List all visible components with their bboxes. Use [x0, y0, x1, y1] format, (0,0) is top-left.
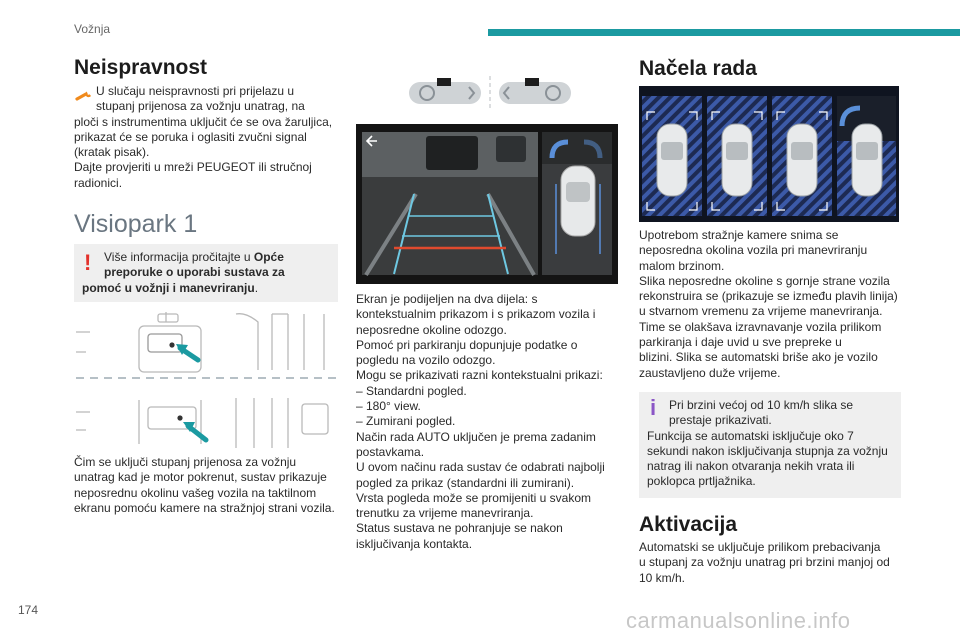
body-line: pogledu na vozilo odozgo.	[356, 353, 496, 368]
body-line: Status sustava ne pohranjuje se nakon	[356, 521, 563, 536]
page-number: 174	[18, 603, 39, 617]
body-line: pogled za prikaz (standardni ili zumirani).	[356, 475, 575, 490]
info-line: poklopca prtljažnika.	[647, 474, 756, 489]
principles-line: Slika neposredne okoline s gornje strane vozila	[639, 273, 890, 288]
body-line: ekranu pomoću kamere na stražnjoj strani vozila.	[74, 500, 335, 515]
body-line: – 180° view.	[356, 399, 421, 414]
fault-text-line: U slučaju neispravnosti pri prijelazu u	[96, 84, 295, 98]
fault-text-line: (kratak pisak).	[74, 145, 150, 160]
principles-line: malom brzinom.	[639, 258, 725, 273]
info-box	[639, 392, 901, 498]
principles-line: rekonstruira se (prikazuje se između plavih linija)	[639, 289, 898, 304]
body-line: Način rada AUTO uključen je prema zadanim	[356, 429, 596, 444]
principles-line: neposredna okolina vozila pri manevriranju	[639, 243, 868, 258]
info-icon: i	[650, 395, 657, 420]
note-bold: Opće	[253, 250, 284, 264]
camera-screen-illustration	[356, 124, 618, 284]
body-line: Mogu se prikazivati razni kontekstualni prikazi:	[356, 368, 603, 383]
fault-text-line: ploči s instrumentima uključit će se ova žaruljica,	[74, 114, 333, 129]
body-line: kontekstualnim prikazom i s prikazom vozila i	[356, 307, 596, 322]
info-line: natrag ili nakon otvaranja nekih vrata ili	[647, 459, 855, 474]
principles-line: Upotrebom stražnje kamere snima se	[639, 228, 839, 242]
body-line: Vrsta pogleda može se promijeniti u svakom	[356, 490, 591, 505]
fault-text-line: Dajte provjeriti u mreži PEUGEOT ili stručnoj	[74, 160, 312, 175]
top-view-sequence-illustration	[639, 86, 899, 222]
info-line: Pri brzini većoj od 10 km/h slika se	[669, 398, 854, 412]
body-line: postavkama.	[356, 444, 425, 459]
note-bold: pomoć u vožnji i manevriranju	[82, 280, 255, 295]
principles-line: u stvarnom vremenu za vrijeme manevriranja.	[639, 304, 883, 319]
body-line: – Zumirani pogled.	[356, 414, 456, 429]
body-line: isključivanja kontakta.	[356, 536, 473, 551]
fault-text-line: prikazat će se poruka i oglasiti zvučni signal	[74, 129, 307, 144]
body-line: Pomoć pri parkiranju dopunjuje podatke o	[356, 337, 578, 352]
fault-text-line: stupanj prijenosa za vožnju unatrag, na	[96, 99, 305, 114]
body-line: – Standardni pogled.	[356, 383, 467, 398]
activation-line: Automatski se uključuje prilikom prebacivanja	[639, 540, 881, 554]
warning-icon: !	[84, 250, 92, 275]
vehicle-rear-illustration	[76, 312, 338, 450]
info-line: Funkcija se automatski isključuje oko 7	[647, 428, 854, 443]
body-line: trenutku za vrijeme manevriranja.	[356, 506, 534, 521]
note-box	[74, 244, 338, 302]
body-line: U ovom načinu rada sustav će odabrati najbolji	[356, 460, 605, 475]
note-suffix: .	[254, 280, 259, 295]
info-line: sekundi nakon isključivanja stupnja za vožnju	[647, 443, 888, 458]
activation-line: 10 km/h.	[639, 570, 686, 585]
activation-line: u stupanj za vožnju unatrag pri brzini manjoj od	[639, 555, 890, 570]
header-accent-bar	[488, 29, 960, 36]
principles-title: Načela rada	[639, 57, 757, 80]
principles-line: zaustavljeno duže vrijeme.	[639, 365, 781, 380]
watermark: carmanualsonline.info	[626, 608, 851, 633]
principles-line: Time se olakšava izravnavanje vozila prilikom	[639, 319, 882, 334]
mirror-camera-illustration	[405, 76, 575, 110]
body-line: Ekran je podijeljen na dva dijela: s	[356, 292, 538, 306]
body-line: neposrednu okolinu vašeg vozila na taktilnom	[74, 485, 317, 500]
fault-text-line: radionici.	[74, 175, 123, 190]
body-line: Čim se uključi stupanj prijenosa za vožnju	[74, 455, 297, 469]
note-bold: preporuke o uporabi sustava za	[104, 265, 285, 280]
activation-title: Aktivacija	[639, 513, 738, 536]
note-prefix: Više informacija pročitajte u	[104, 250, 254, 264]
section-label: Vožnja	[74, 22, 111, 36]
body-line: neposredne okoline odozgo.	[356, 322, 507, 337]
fault-title: Neispravnost	[74, 56, 208, 79]
visiopark-title: Visiopark 1	[74, 210, 198, 238]
body-line: unatrag kad je motor pokrenut, sustav prikazuje	[74, 470, 327, 485]
principles-line: parkiranja i daje uvid u sve prepreke u	[639, 335, 842, 350]
info-line: prestaje prikazivati.	[669, 413, 772, 428]
principles-line: blizini. Slika se automatski briše ako je vozilo	[639, 350, 878, 365]
